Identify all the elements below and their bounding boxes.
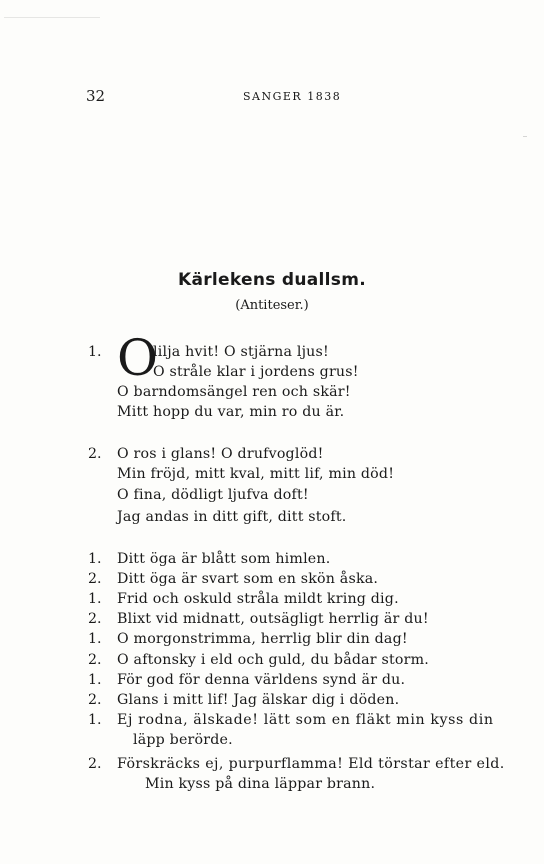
- antithesis-number: 1.: [88, 672, 102, 688]
- verse-line: Jag andas in ditt gift, ditt stoft.: [117, 509, 347, 525]
- antithesis-number: 2.: [88, 692, 102, 708]
- drop-cap-initial: O: [117, 329, 158, 387]
- running-head: SANGER 1838: [243, 90, 342, 103]
- antithesis-number: 2.: [88, 571, 102, 587]
- antithesis-line: Ditt öga är svart som en skön åska.: [117, 571, 379, 587]
- antithesis-number: 2.: [88, 756, 102, 772]
- verse-line: O fina, dödligt ljufva doft!: [117, 487, 309, 503]
- verse-line: Mitt hopp du var, min ro du är.: [117, 404, 345, 420]
- antithesis-line: Förskräcks ej, purpurflamma! Eld törstar efter eld.: [117, 756, 505, 772]
- scan-mark: [4, 17, 100, 18]
- verse-line: O stråle klar i jordens grus!: [153, 364, 359, 380]
- antithesis-line: För god för denna världens synd är du.: [117, 672, 406, 688]
- antithesis-line: Ej rodna, älskade! lätt som en fläkt min kyss din: [117, 712, 494, 728]
- verse-line: O ros i glans! O drufvoglöd!: [117, 446, 324, 462]
- antithesis-number: 1.: [88, 551, 102, 567]
- stanza-number: 2.: [88, 446, 102, 462]
- antithesis-continuation: Min kyss på dina läppar brann.: [145, 776, 376, 792]
- antithesis-continuation: läpp berörde.: [133, 732, 233, 748]
- antithesis-number: 1.: [88, 712, 102, 728]
- antithesis-number: 2.: [88, 652, 102, 668]
- antithesis-line: Frid och oskuld stråla mildt kring dig.: [117, 591, 399, 607]
- page-number: 32: [86, 87, 106, 105]
- antithesis-number: 1.: [88, 591, 102, 607]
- antithesis-number: 2.: [88, 611, 102, 627]
- stanza-number: 1.: [88, 344, 102, 360]
- poem-title: Kärlekens duallsm.: [178, 270, 366, 290]
- poem-subtitle: (Antiteser.): [235, 298, 309, 313]
- verse-line: Min fröjd, mitt kval, mitt lif, min död!: [117, 466, 395, 482]
- antithesis-number: 1.: [88, 631, 102, 647]
- antithesis-line: Blixt vid midnatt, outsägligt herrlig är du!: [117, 611, 429, 627]
- antithesis-line: O aftonsky i eld och guld, du bådar storm.: [117, 652, 429, 668]
- antithesis-line: Ditt öga är blått som himlen.: [117, 551, 331, 567]
- scan-mark: [523, 136, 527, 137]
- verse-line: O barndomsängel ren och skär!: [117, 384, 351, 400]
- antithesis-line: O morgonstrimma, herrlig blir din dag!: [117, 631, 408, 647]
- verse-line: lilja hvit! O stjärna ljus!: [153, 344, 329, 360]
- antithesis-line: Glans i mitt lif! Jag älskar dig i döden.: [117, 692, 400, 708]
